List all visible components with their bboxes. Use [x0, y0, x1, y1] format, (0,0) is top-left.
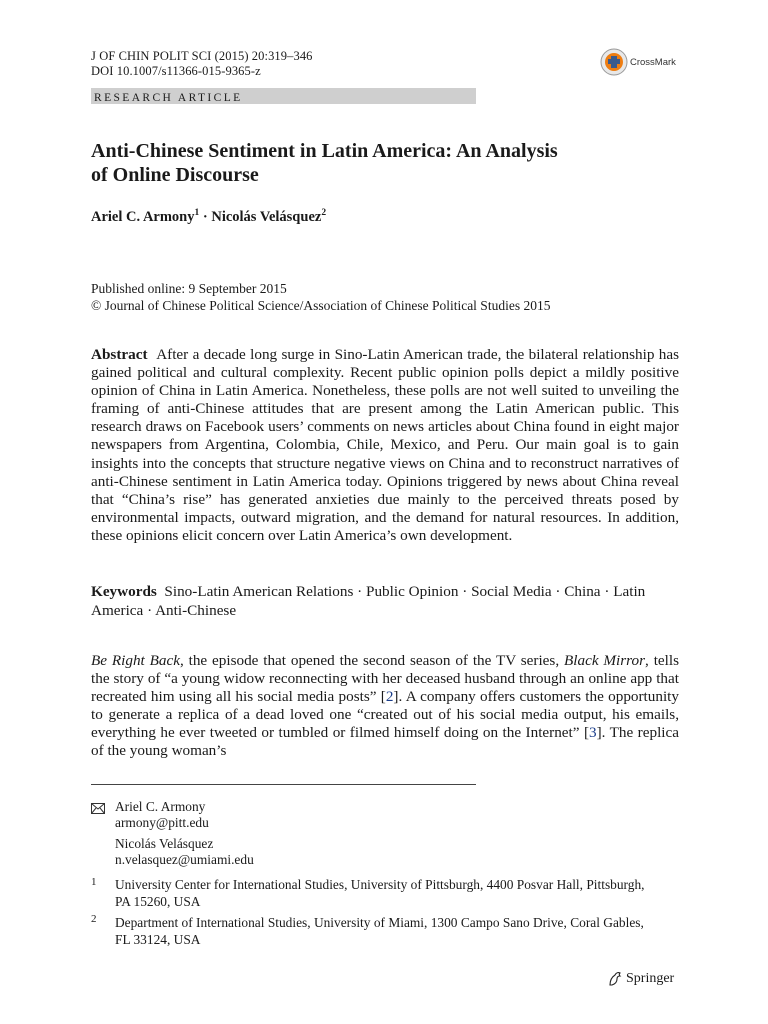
affiliation-2-line1: Department of International Studies, University of Miami, 1300 Campo Sano Drive, Coral Gables, [115, 915, 644, 930]
article-title [91, 139, 691, 187]
body-text: , the episode that opened the second season of the TV series, [179, 652, 564, 669]
journal-citation: J OF CHIN POLIT SCI (2015) 20:319–346 [91, 49, 313, 63]
body-paragraph [91, 652, 679, 761]
body-italic-title: Be Right Back [91, 652, 180, 669]
affiliation-mark: 2 [91, 913, 97, 925]
springer-horse-icon [607, 971, 623, 987]
author-list [91, 208, 326, 226]
affiliation-2-line2: FL 33124, USA [115, 931, 201, 947]
abstract-label: Abstract [91, 346, 148, 363]
corresponding-author-email[interactable]: armony@pitt.edu [115, 815, 209, 830]
coauthor-email[interactable]: n.velasquez@umiami.edu [115, 852, 254, 867]
citation-link[interactable]: 2 [385, 688, 394, 706]
footnote-divider [91, 784, 476, 785]
author-affiliation-mark: 2 [321, 208, 327, 218]
affiliation-2 [115, 915, 685, 948]
copyright-line: © Journal of Chinese Political Science/Association of Chinese Political Studies 2015 [91, 298, 551, 313]
publisher-logo [607, 971, 674, 987]
article-title-line1: Anti-Chinese Sentiment in Latin America: An Analysis [91, 140, 558, 162]
body-italic-title: Black Mirror [563, 652, 646, 669]
author-affiliation-mark: 1 [194, 208, 200, 218]
article-type-label: RESEARCH ARTICLE [94, 92, 243, 104]
abstract-text: After a decade long surge in Sino-Latin American trade, the bilateral relationship has gained political and cultural complexity. Recent public opinion polls depict a mildly positive opinion of China in Latin America. Nonetheless, these polls are not well suited to unveiling the framing of anti-Chinese attitudes that are present among the Latin American public. This research draws on Facebook users’ comments on news articles about China found in eight major newspapers from Argentina, Colombia, Chile, Mexico, and Peru. Our main goal is to gain insights into the concepts that structure negative views on China and to reconstruct narratives of anti-Chinese sentiment in Latin America today. Opinions triggered by news about China reveal that “China’s rise” has generated anxieties due mainly to the perceived threats posed by environmental impacts, outward migration, and the demand for natural resources. In addition, these opinions elicit concern over Latin America’s own development. [91, 346, 679, 544]
keywords-label: Keywords [91, 583, 157, 600]
author-name[interactable]: Nicolás Velásquez [211, 208, 322, 225]
body-text: ]. A company offers customers the opportunity to generate a replica of a dead loved one “created out of his social media output, his emails, everything he ever tweeted or tumbled or filmed himself doing on the Internet” [ [91, 688, 679, 742]
doi[interactable]: DOI 10.1007/s11366-015-9365-z [91, 64, 261, 78]
affiliation-1 [115, 877, 685, 910]
affiliation-1-line2: PA 15260, USA [115, 893, 201, 909]
publication-info [91, 280, 550, 314]
author-name[interactable]: Ariel C. Armony [91, 208, 195, 225]
body-text: , tells the story of “a young widow reconnecting with her deceased husband through an online app that recreated him using all his social media posts” [ [91, 652, 679, 706]
citation-link[interactable]: 3 [589, 724, 597, 742]
published-date: Published online: 9 September 2015 [91, 281, 287, 296]
article-type-banner [91, 88, 476, 104]
publisher-name: Springer [626, 971, 675, 986]
crossmark-badge[interactable] [600, 47, 684, 77]
corresponding-author-name: Ariel C. Armony [115, 799, 206, 814]
crossmark-icon [600, 48, 628, 76]
keywords [91, 582, 679, 620]
author-separator: · [199, 208, 212, 225]
crossmark-label: CrossMark [630, 56, 676, 68]
envelope-icon [91, 801, 105, 812]
body-text: ]. The replica of the young woman’s [91, 724, 679, 760]
affiliation-1-line1: University Center for International Studies, University of Pittsburgh, 4400 Posvar Hall, Pittsburgh, [115, 877, 645, 892]
abstract [91, 346, 679, 545]
coauthor-name: Nicolás Velásquez [115, 836, 214, 851]
keywords-text: Sino-Latin American Relations · Public Opinion · Social Media · China · Latin America · Anti-Chinese [91, 583, 646, 619]
article-title-line2: of Online Discourse [91, 164, 259, 186]
affiliation-mark: 1 [91, 876, 97, 888]
